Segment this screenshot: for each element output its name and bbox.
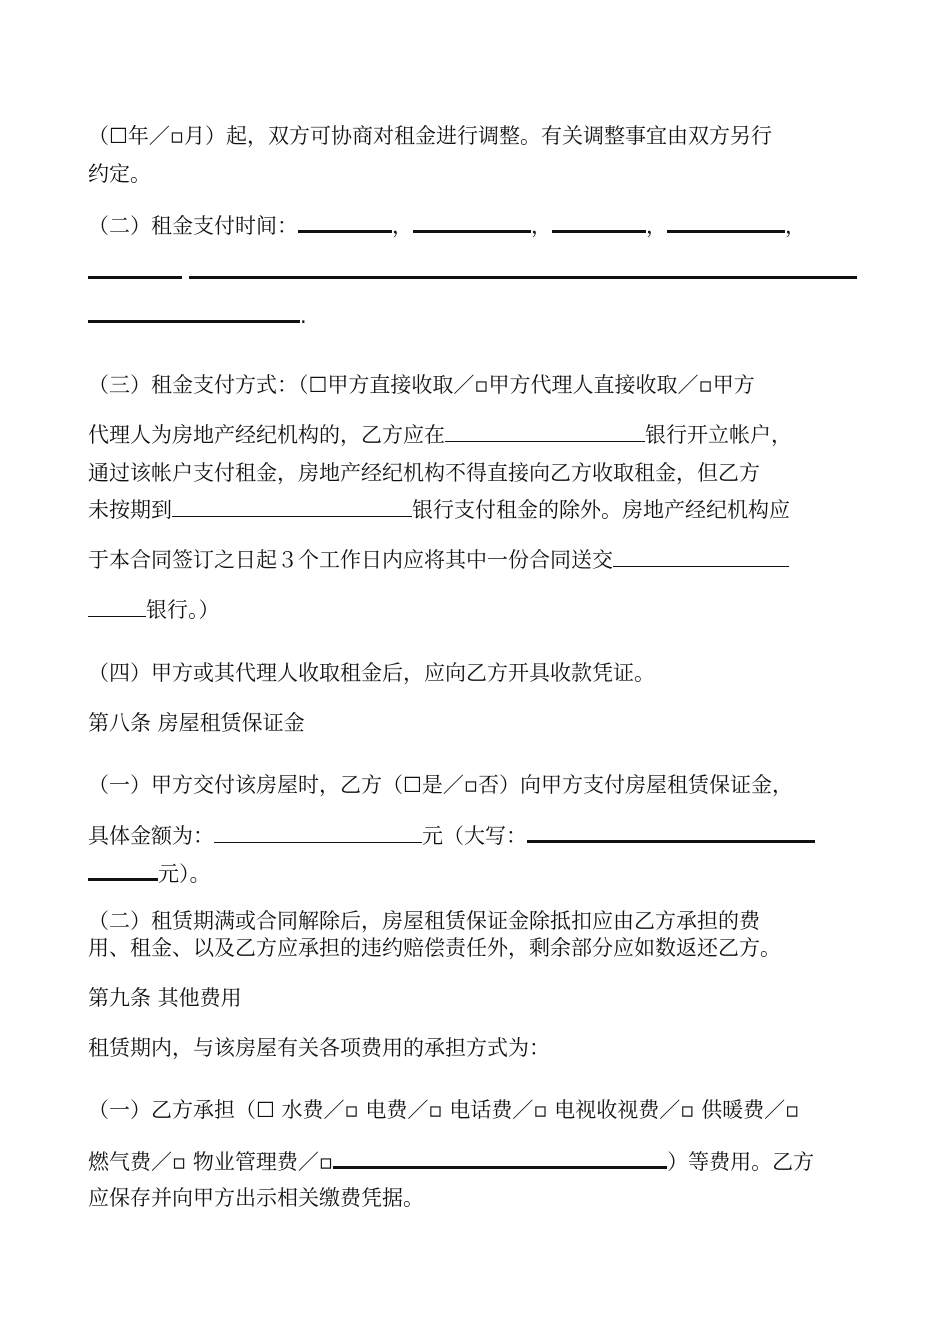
- payment-method-text: 银行支付租金的除外。房地产经纪机构应: [412, 498, 790, 522]
- payment-method-text: 未按期到: [88, 498, 172, 522]
- comma: ，: [785, 214, 806, 238]
- payment-method-line-6: [88, 596, 220, 624]
- payment-time-blank-6[interactable]: [189, 256, 857, 279]
- rent-adjust-line-1: （☐年／▫月）起，双方可协商对租金进行调整。有关调整事宜由双方另行: [88, 124, 773, 148]
- deposit-refund-line-1: （二）租赁期满或合同解除后，房屋租赁保证金除抵扣应由乙方承担的费: [88, 909, 760, 933]
- payment-time-line-1: [88, 210, 806, 240]
- payment-time-line-3: [88, 300, 307, 330]
- deposit-line-1: （一）甲方交付该房屋时，乙方（☐是／▫否）向甲方支付房屋租赁保证金，: [88, 773, 794, 797]
- payment-method-line-1: （三）租金支付方式：（☐甲方直接收取／▫甲方代理人直接收取／▫甲方: [88, 373, 755, 397]
- payment-method-line-3: 通过该帐户支付租金，房地产经纪机构不得直接向乙方收取租金，但乙方: [88, 461, 760, 485]
- comma: ，: [392, 214, 413, 238]
- payment-time-blank-7[interactable]: [88, 300, 300, 323]
- payment-time-blank-2[interactable]: [413, 210, 531, 233]
- payment-method-text: 代理人为房地产经纪机构的，乙方应在: [88, 423, 445, 447]
- deposit-text: 元（大写：: [422, 824, 527, 848]
- fees-line-3: 应保存并向甲方出示相关缴费凭据。: [88, 1186, 424, 1210]
- deposit-refund-line-2: 用、租金、以及乙方应承担的违约赔偿责任外，剩余部分应如数返还乙方。: [88, 936, 781, 960]
- payment-time-label: （二）租金支付时间：: [88, 214, 298, 238]
- deposit-amount-words-blank-2[interactable]: [88, 858, 158, 881]
- payment-method-line-2: [88, 421, 792, 449]
- deposit-amount-words-blank[interactable]: [527, 820, 815, 843]
- deposit-line-3: [88, 858, 211, 888]
- payment-method-line-5: [88, 546, 789, 574]
- period: .: [300, 304, 307, 328]
- bank-name-blank-3[interactable]: [613, 546, 789, 567]
- payment-method-text: 于本合同签订之日起３个工作日内应将其中一份合同送交: [88, 548, 613, 572]
- deposit-text: 元）。: [158, 862, 211, 886]
- fees-line-1: （一）乙方承担（☐ 水费／▫ 电费／▫ 电话费／▫ 电视收视费／▫ 供暖费／▫: [88, 1098, 800, 1122]
- fees-line-2: [88, 1146, 814, 1176]
- bank-name-blank-3b[interactable]: [88, 596, 146, 617]
- payment-method-line-4: [88, 496, 790, 524]
- payment-time-blank-4[interactable]: [667, 210, 785, 233]
- receipt-clause: （四）甲方或其代理人收取租金后，应向乙方开具收款凭证。: [88, 661, 655, 685]
- fees-intro: 租赁期内，与该房屋有关各项费用的承担方式为：: [88, 1036, 550, 1060]
- deposit-amount-blank[interactable]: [214, 822, 422, 843]
- payment-time-blank-5[interactable]: [88, 256, 182, 279]
- deposit-line-2: [88, 820, 815, 850]
- payment-time-blank-1[interactable]: [298, 210, 392, 233]
- payment-method-text: 银行开立帐户，: [645, 423, 792, 447]
- payment-time-blank-3[interactable]: [552, 210, 646, 233]
- fees-text: ）等费用。乙方: [667, 1150, 815, 1174]
- article-8-title: 第八条 房屋租赁保证金: [88, 711, 305, 735]
- bank-name-blank-1[interactable]: [445, 421, 645, 442]
- fees-text: 燃气费／▫ 物业管理费／▫: [88, 1150, 334, 1174]
- article-9-title: 第九条 其他费用: [88, 986, 242, 1010]
- rent-adjust-line-2: 约定。: [88, 162, 151, 186]
- payment-time-line-2: [88, 256, 857, 286]
- payment-method-text: 银行。）: [146, 598, 220, 622]
- bank-name-blank-2[interactable]: [172, 496, 412, 517]
- other-fees-blank[interactable]: [333, 1146, 667, 1169]
- deposit-text: 具体金额为：: [88, 824, 214, 848]
- comma: ，: [646, 214, 667, 238]
- comma: ，: [531, 214, 552, 238]
